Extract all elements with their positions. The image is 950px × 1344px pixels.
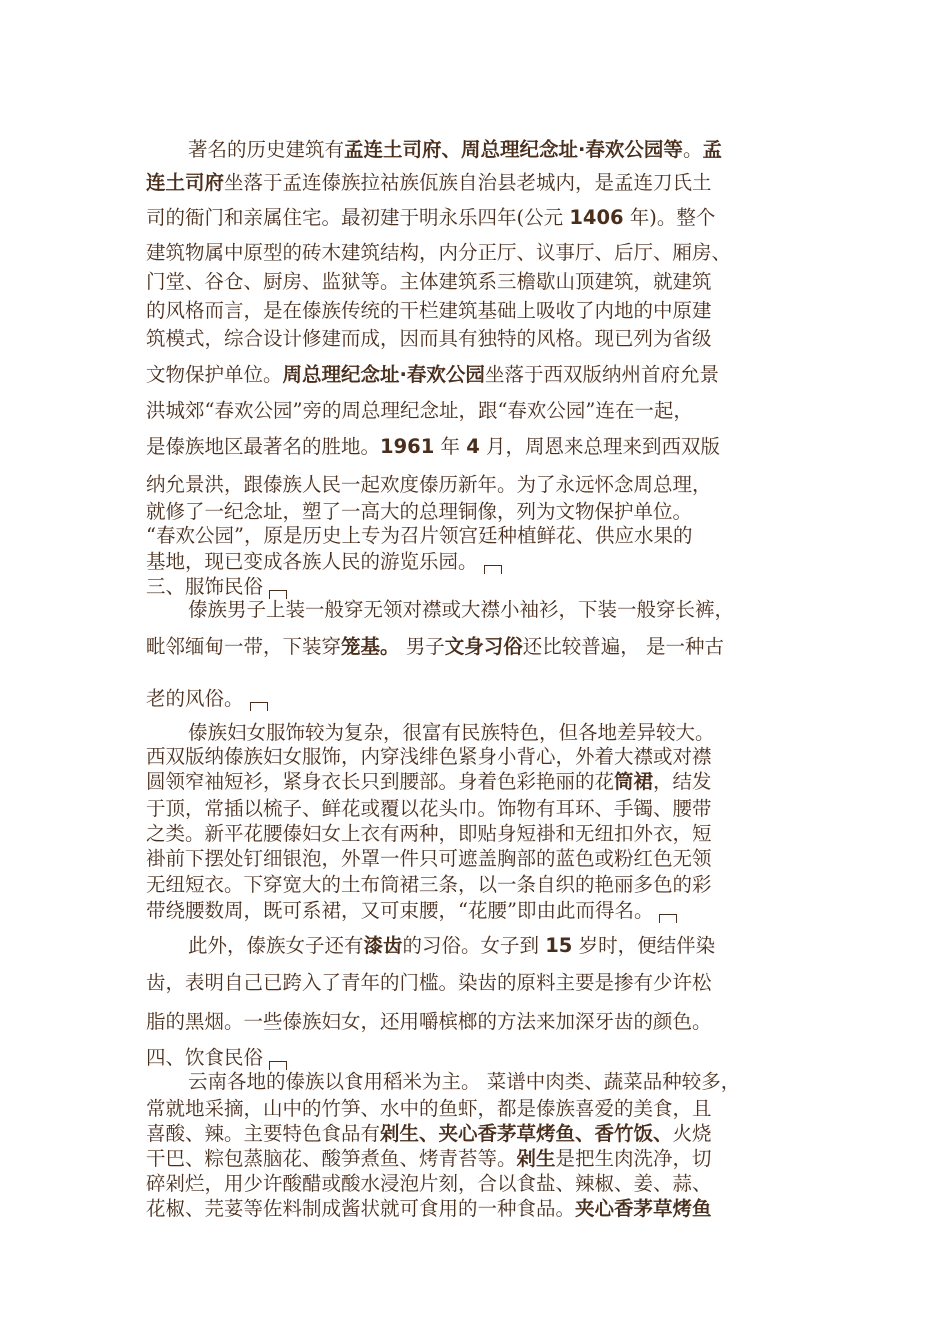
bold-run: 孟: [702, 138, 722, 161]
text-run: 筑模式，综合设计修建而成，因而具有独特的风格。现已列为省级: [146, 327, 712, 350]
text-line: [146, 686, 268, 712]
text-run: 男子: [399, 635, 445, 658]
text-line: [146, 499, 692, 525]
text-run: 年)。整个: [623, 206, 716, 229]
bold-run: 15: [545, 934, 573, 957]
text-run: 褂前下摆处钉细银泡，外罩一件只可遮盖胸部的蓝色或粉红色无领: [146, 847, 712, 870]
text-run: 著名的历史建筑有: [188, 138, 345, 161]
text-run: 纳允景洪，跟傣族人民一起欢度傣历新年。为了永远怀念周总理，: [146, 473, 712, 496]
paragraph-mark-icon: [484, 565, 502, 574]
text-line: [146, 298, 712, 324]
text-run: 是傣族地区最著名的胜地。: [146, 435, 381, 458]
text-run: “春欢公园”，原是历史上专为召片领宫廷种植鲜花、供应水果的: [146, 524, 693, 547]
text-line: [146, 1196, 712, 1222]
text-run: 花椒、芫荽等佐料制成酱状就可食用的一种食品。: [146, 1197, 576, 1220]
text-run: 喜酸、辣。主要特色食品有: [146, 1122, 381, 1145]
text-run: 月，周恩来总理来到西双版: [479, 435, 720, 458]
paragraph-mark-icon: [659, 914, 677, 923]
text-run: 建筑物属中原型的砖木建筑结构，内分正厅、议事厅、后厅、厢房、: [146, 241, 732, 264]
text-run: 碎剁烂，用少许酸醋或酸水浸泡片刻，合以食盐、辣椒、姜、蒜、: [146, 1172, 712, 1195]
text-line: [146, 326, 712, 352]
text-run: 之类。新平花腰傣妇女上衣有两种，即贴身短褂和无纽扣外衣，短: [146, 822, 712, 845]
text-line: [146, 523, 692, 549]
text-run: 司的衙门和亲属住宅。最初建于明永乐四年(公元: [146, 206, 570, 229]
text-run: 就修了一纪念址，塑了一高大的总理铜像，列为文物保护单位。: [146, 500, 693, 523]
text-line: [146, 1009, 712, 1035]
bold-run: 筒裙: [614, 770, 654, 793]
text-line: [146, 269, 712, 295]
text-line: [146, 1171, 712, 1197]
bold-run: 漆齿: [363, 934, 403, 957]
text-line: [146, 434, 720, 460]
text-run: 脂的黑烟。一些傣族妇女，还用嚼槟榔的方法来加深牙齿的颜色。: [146, 1010, 712, 1033]
text-line: [146, 1146, 712, 1172]
text-line: [146, 796, 712, 822]
text-line: [146, 634, 724, 660]
bold-run: 剁生: [516, 1147, 556, 1170]
bold-run: 剁生、夹心香茅草烤鱼、香竹饭、: [380, 1122, 673, 1145]
text-run: 齿，表明自己已跨入了青年的门槛。染齿的原料主要是掺有少许松: [146, 971, 712, 994]
text-line: [146, 872, 712, 898]
bold-run: 连土司府: [146, 171, 225, 194]
text-line: [146, 362, 719, 388]
text-run: 此外，傣族女子还有: [188, 934, 364, 957]
text-run: 云南各地的傣族以食用稻米为主。 菜谱中肉类、蔬菜品种较多，: [188, 1070, 741, 1093]
text-run: 文物保护单位。: [146, 363, 283, 386]
text-run: 毗邻缅甸一带，下装穿: [146, 635, 342, 658]
text-run: 圆领窄袖短衫，紧身衣长只到腰部。身着色彩艳丽的花: [146, 770, 615, 793]
text-run: 三、服饰民俗: [146, 575, 264, 598]
text-line: [146, 472, 712, 498]
text-run: 岁时，便结伴染: [572, 934, 716, 957]
text-run: 洪城郊“春欢公园”旁的周总理纪念址，跟“春欢公园”连在一起，: [146, 399, 693, 422]
text-run: 火烧: [672, 1122, 712, 1145]
section-heading: [146, 1045, 287, 1071]
text-line: [146, 170, 712, 196]
text-run: 傣族男子上装一般穿无领对襟或大襟小袖衫，下装一般穿长裤，: [188, 598, 735, 621]
text-run: ，结发: [653, 770, 712, 793]
text-line: [146, 898, 677, 924]
bold-run: 孟连土司府、周总理纪念址·春欢公园等: [344, 138, 683, 161]
text-run: 的风格而言，是在傣族传统的干栏建筑基础上吸收了内地的中原建: [146, 299, 712, 322]
text-run: 带绕腰数周，既可系裙，又可束腰，“花腰”即由此而得名。: [146, 899, 654, 922]
text-line: [146, 1121, 712, 1147]
text-line: [188, 137, 722, 163]
bold-run: 4: [466, 435, 480, 458]
text-run: 是把生肉洗净，切: [555, 1147, 712, 1170]
bold-run: 1961: [380, 435, 435, 458]
text-line: [188, 1069, 740, 1095]
text-line: [146, 398, 693, 424]
bold-run: 笼基。: [341, 635, 400, 658]
paragraph-mark-icon: [250, 702, 268, 711]
text-run: 干巴、粽包蒸脑花、酸笋煮鱼、烤青苔等。: [146, 1147, 517, 1170]
text-run: 常就地采摘，山中的竹笋、水中的鱼虾，都是傣族喜爱的美食，且: [146, 1097, 712, 1120]
text-run: 老的风俗。: [146, 687, 244, 710]
bold-run: 夹心香茅草烤鱼: [575, 1197, 712, 1220]
text-run: 的习俗。女子到: [402, 934, 546, 957]
text-line: [188, 933, 715, 959]
text-line: [146, 744, 712, 770]
text-run: 年: [434, 435, 467, 458]
text-run: 。: [682, 138, 703, 161]
text-run: 无纽短衣。下穿宽大的土布筒裙三条，以一条自织的艳丽多色的彩: [146, 873, 712, 896]
text-run: 傣族妇女服饰较为复杂，很富有民族特色，但各地差异较大。: [188, 721, 715, 744]
text-run: 还比较普遍， 是一种古: [522, 635, 724, 658]
text-run: 于顶，常插以梳子、鲜花或覆以花头巾。饰物有耳环、手镯、腰带: [146, 797, 712, 820]
text-run: 四、饮食民俗: [146, 1046, 264, 1069]
text-line: [146, 240, 731, 266]
bold-run: 周总理纪念址·春欢公园: [282, 363, 485, 386]
text-run: 门堂、谷仓、厨房、监狱等。主体建筑系三檐歇山顶建筑，就建筑: [146, 270, 712, 293]
text-line: [188, 720, 715, 746]
text-line: [146, 970, 712, 996]
text-run: 坐落于西双版纳州首府允景: [484, 363, 719, 386]
text-line: [146, 846, 712, 872]
text-line: [188, 597, 734, 623]
text-line: [146, 205, 715, 231]
text-line: [146, 769, 712, 795]
text-line: [146, 549, 502, 575]
text-line: [146, 1096, 712, 1122]
bold-run: 1406: [569, 206, 624, 229]
text-run: 坐落于孟连傣族拉祜族佤族自治县老城内，是孟连刀氏土: [224, 171, 712, 194]
text-run: 西双版纳傣族妇女服饰，内穿浅绯色紧身小背心，外着大襟或对襟: [146, 745, 712, 768]
text-run: 基地，现已变成各族人民的游览乐园。: [146, 550, 478, 573]
bold-run: 文身习俗: [444, 635, 523, 658]
text-line: [146, 821, 712, 847]
